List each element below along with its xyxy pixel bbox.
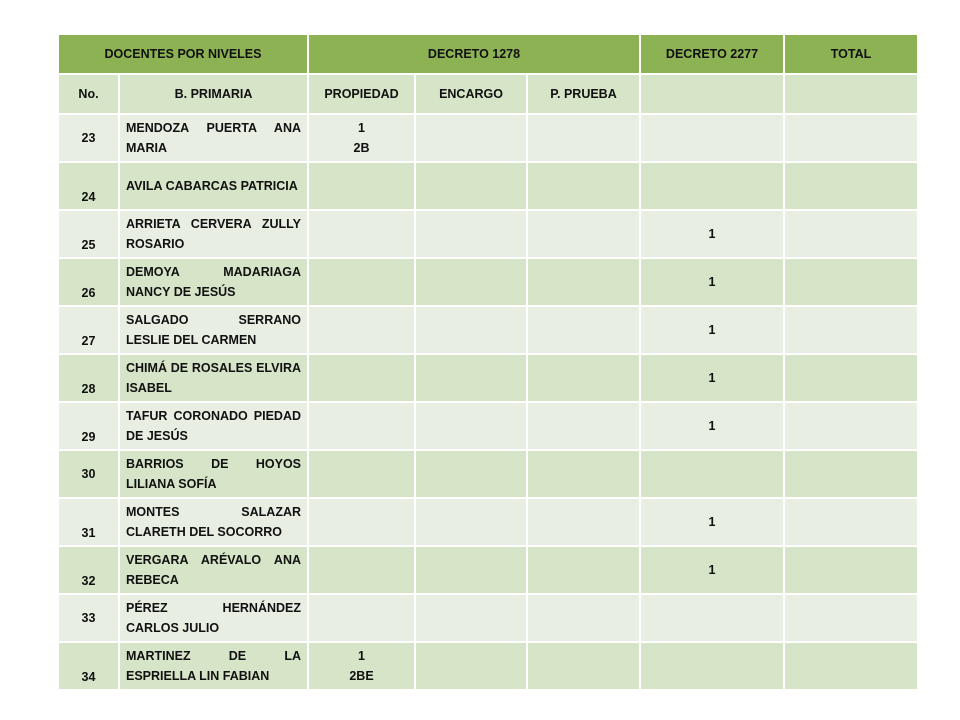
propiedad-grade: 2BE xyxy=(349,669,374,683)
subheader-encargo: ENCARGO xyxy=(415,74,527,114)
total-cell xyxy=(784,354,918,402)
prueba-cell xyxy=(527,114,640,162)
decreto-2277-cell: 1 xyxy=(640,210,784,258)
decreto-2277-cell: 1 xyxy=(640,546,784,594)
propiedad-cell xyxy=(308,354,415,402)
teachers-table xyxy=(57,33,919,691)
teacher-name: TAFUR CORONADO PIEDAD DE JESÚS xyxy=(119,402,308,450)
total-cell xyxy=(784,642,918,690)
propiedad-cell xyxy=(308,642,415,690)
subheader-primaria: B. PRIMARIA xyxy=(119,74,308,114)
table-row xyxy=(58,546,918,594)
encargo-cell xyxy=(415,546,527,594)
propiedad-cell xyxy=(308,450,415,498)
header-total: TOTAL xyxy=(784,34,918,74)
encargo-cell xyxy=(415,114,527,162)
encargo-cell xyxy=(415,642,527,690)
propiedad-value: 1 xyxy=(358,121,365,135)
row-number: 25 xyxy=(58,210,119,258)
row-number: 34 xyxy=(58,642,119,690)
row-number: 32 xyxy=(58,546,119,594)
total-cell xyxy=(784,402,918,450)
table-row xyxy=(58,210,918,258)
subheader-total xyxy=(784,74,918,114)
propiedad-cell xyxy=(308,258,415,306)
row-number: 31 xyxy=(58,498,119,546)
teacher-name: MENDOZA PUERTA ANA MARIA xyxy=(119,114,308,162)
encargo-cell xyxy=(415,354,527,402)
table-row xyxy=(58,354,918,402)
row-number: 23 xyxy=(58,114,119,162)
header-row xyxy=(58,34,918,74)
prueba-cell xyxy=(527,402,640,450)
teacher-name: SALGADO SERRANO LESLIE DEL CARMEN xyxy=(119,306,308,354)
row-number: 24 xyxy=(58,162,119,210)
table-row xyxy=(58,306,918,354)
propiedad-cell xyxy=(308,402,415,450)
teacher-name: MONTES SALAZAR CLARETH DEL SOCORRO xyxy=(119,498,308,546)
header-decreto-1278: DECRETO 1278 xyxy=(308,34,640,74)
propiedad-cell xyxy=(308,306,415,354)
table-row xyxy=(58,450,918,498)
prueba-cell xyxy=(527,258,640,306)
row-number: 33 xyxy=(58,594,119,642)
encargo-cell xyxy=(415,594,527,642)
decreto-2277-cell: 1 xyxy=(640,498,784,546)
propiedad-cell xyxy=(308,162,415,210)
prueba-cell xyxy=(527,498,640,546)
teacher-name: BARRIOS DE HOYOS LILIANA SOFÍA xyxy=(119,450,308,498)
propiedad-cell xyxy=(308,210,415,258)
table-row xyxy=(58,114,918,162)
prueba-cell xyxy=(527,642,640,690)
total-cell xyxy=(784,594,918,642)
subheader-propiedad: PROPIEDAD xyxy=(308,74,415,114)
row-number: 27 xyxy=(58,306,119,354)
encargo-cell xyxy=(415,306,527,354)
encargo-cell xyxy=(415,402,527,450)
teacher-name: MARTINEZ DE LA ESPRIELLA LIN FABIAN xyxy=(119,642,308,690)
decreto-2277-cell xyxy=(640,642,784,690)
subheader-prueba: P. PRUEBA xyxy=(527,74,640,114)
encargo-cell xyxy=(415,498,527,546)
total-cell xyxy=(784,450,918,498)
table-row xyxy=(58,642,918,690)
total-cell xyxy=(784,306,918,354)
propiedad-cell xyxy=(308,546,415,594)
prueba-cell xyxy=(527,306,640,354)
subheader-no: No. xyxy=(58,74,119,114)
teacher-name: PÉREZ HERNÁNDEZ CARLOS JULIO xyxy=(119,594,308,642)
propiedad-value: 1 xyxy=(358,649,365,663)
table-row xyxy=(58,402,918,450)
propiedad-grade: 2B xyxy=(353,141,370,155)
prueba-cell xyxy=(527,162,640,210)
teacher-name: CHIMÁ DE ROSALES ELVIRA ISABEL xyxy=(119,354,308,402)
table-row xyxy=(58,498,918,546)
decreto-2277-cell xyxy=(640,162,784,210)
teacher-name: AVILA CABARCAS PATRICIA xyxy=(119,162,308,210)
header-docentes: DOCENTES POR NIVELES xyxy=(58,34,308,74)
decreto-2277-cell xyxy=(640,450,784,498)
table-row xyxy=(58,594,918,642)
encargo-cell xyxy=(415,450,527,498)
decreto-2277-cell: 1 xyxy=(640,402,784,450)
row-number: 26 xyxy=(58,258,119,306)
prueba-cell xyxy=(527,354,640,402)
header-decreto-2277: DECRETO 2277 xyxy=(640,34,784,74)
row-number: 30 xyxy=(58,450,119,498)
encargo-cell xyxy=(415,162,527,210)
total-cell xyxy=(784,546,918,594)
propiedad-cell xyxy=(308,594,415,642)
teacher-name: VERGARA ARÉVALO ANA REBECA xyxy=(119,546,308,594)
prueba-cell xyxy=(527,546,640,594)
subheader-decreto-2277 xyxy=(640,74,784,114)
table-body xyxy=(58,34,918,690)
decreto-2277-cell: 1 xyxy=(640,258,784,306)
propiedad-cell xyxy=(308,498,415,546)
propiedad-cell xyxy=(308,114,415,162)
decreto-2277-cell xyxy=(640,114,784,162)
row-number: 29 xyxy=(58,402,119,450)
decreto-2277-cell: 1 xyxy=(640,306,784,354)
prueba-cell xyxy=(527,210,640,258)
decreto-2277-cell xyxy=(640,594,784,642)
encargo-cell xyxy=(415,210,527,258)
prueba-cell xyxy=(527,594,640,642)
table-row xyxy=(58,258,918,306)
teacher-name: ARRIETA CERVERA ZULLY ROSARIO xyxy=(119,210,308,258)
teacher-name: DEMOYA MADARIAGA NANCY DE JESÚS xyxy=(119,258,308,306)
total-cell xyxy=(784,162,918,210)
decreto-2277-cell: 1 xyxy=(640,354,784,402)
subheader-row xyxy=(58,74,918,114)
total-cell xyxy=(784,114,918,162)
row-number: 28 xyxy=(58,354,119,402)
prueba-cell xyxy=(527,450,640,498)
table-row xyxy=(58,162,918,210)
total-cell xyxy=(784,258,918,306)
total-cell xyxy=(784,210,918,258)
total-cell xyxy=(784,498,918,546)
encargo-cell xyxy=(415,258,527,306)
